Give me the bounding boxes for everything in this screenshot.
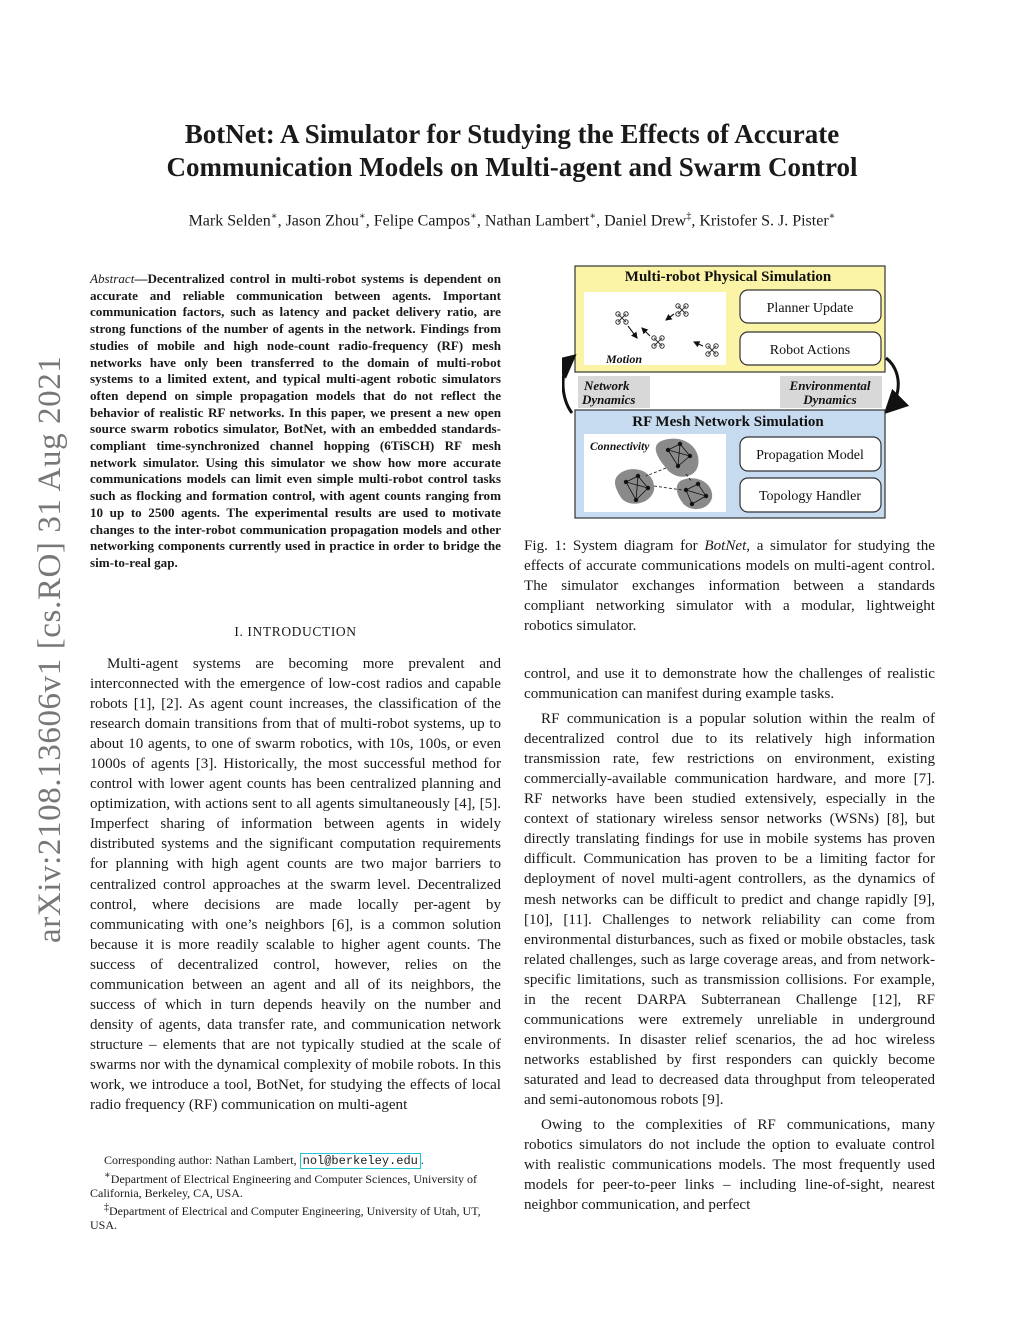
right-column-text [524, 664, 935, 1215]
robot-actions-label: Robot Actions [769, 343, 851, 358]
figure-caption [524, 536, 935, 636]
abstract-dash: — [134, 271, 148, 286]
environmental-dynamics-label-1: Environmental [789, 378, 871, 393]
author: Nathan Lambert [484, 212, 590, 230]
title-line-2: Communication Models on Multi-agent and Swarm Control [166, 152, 858, 182]
topology-handler-label: Topology Handler [758, 489, 862, 504]
author: Jason Zhou [285, 212, 359, 230]
author: Mark Selden [188, 212, 271, 230]
author: Daniel Drew [604, 212, 687, 230]
environmental-dynamics-label-2: Dynamics [803, 392, 857, 407]
affiliation-note-2 [90, 1201, 501, 1233]
affiliation-mark: ∗ [358, 211, 366, 222]
caption-prefix: Fig. 1: System diagram for [524, 538, 705, 554]
network-dynamics-arrow [563, 358, 572, 413]
section-heading: I. INTRODUCTION [234, 624, 357, 639]
footnotes [90, 1153, 501, 1233]
abstract [90, 271, 501, 572]
network-dynamics-label-1: Network [584, 378, 630, 393]
affiliation-mark: ∗ [828, 211, 836, 222]
affiliation-text: Department of Electrical Engineering and Computer Sciences, University of California, Berkeley, CA, USA. [90, 1171, 478, 1200]
connectivity-label: Connectivity [590, 441, 650, 453]
physical-sim-title: Multi-robot Physical Simulation [624, 269, 832, 285]
caption-text: , a simulator for studying the effects of accurate communications models on multi-agent control. The simulator exchanges information between a standards compliant networking simulator with a modular, lightweight robotics simulator. [524, 538, 935, 634]
affiliation-mark: ∗ [104, 1169, 111, 1181]
affiliation-text: Department of Electrical and Computer Engineering, University of Utah, UT, USA. [90, 1203, 481, 1232]
caption-name: BotNet [704, 538, 747, 554]
motion-label: Motion [606, 352, 643, 366]
arxiv-identifier: arXiv:2108.13606v1 [cs.RO] 31 Aug 2021 [32, 355, 68, 943]
affiliation-mark: ∗ [589, 211, 597, 222]
paragraph: Multi-agent systems are becoming more prevalent and interconnected with the emergence of low-cost radios and capable robots [1], [2]. As agent count increases, the classification of the research domain transitions from that of multi-robot systems, up to about 10 agents, to one of swarm robotics, with 10s, 100s, or even 1000s of agents [3]. Historically, the most successful method for control with lower agent counts has been centralized planning and optimization, with actions sent to all agents simultaneously [4], [5]. Imperfect sharing of information between agents in widely distributed systems and the significant computation requirements for planning with high agent counts are two major barriers to centralized control approaches at the swarm level. Decentralized control, where decisions are made locally per-agent by communicating with one’s neighbors [6], is a common solution because it is more readily scalable to higher agent counts. The success of decentralized control, however, relies on the communication between an agent and all of its neighbors, the success of which in turn depends heavily on the number and density of agents, data transfer rate, and communication network structure – elements that are not typically studied at the scale of swarms nor with the dynamical complexity of mobile robots. In this work, we introduce a tool, BotNet, for studying the effects of local radio frequency (RF) communication on multi-agent [90, 656, 501, 1114]
paragraph: control, and use it to demonstrate how the challenges of realistic communication can manifest during example tasks. [524, 666, 935, 703]
corresponding-suffix: . [420, 1153, 424, 1167]
author: Kristofer S. J. Pister [699, 212, 829, 230]
planner-update-label: Planner Update [766, 301, 854, 316]
affiliation-note-1 [90, 1169, 501, 1201]
introduction-text [90, 654, 501, 1115]
affiliation-mark: ‡ [686, 211, 692, 222]
abstract-text: Decentralized control in multi-robot systems is dependent on accurate and reliable communication between agents. Important communication factors, such as latency and packet delivery ratio, are strong functions of the number of agents in the network. Findings from studies of mobile and high node-count radio-frequency (RF) mesh networks have only been transferred to the domain of multi-robot systems to a limited extent, and typical multi-agent robotic simulators often depend on simple propagation models that do not reflect the behavior of realistic RF networks. In this paper, we present a new open source swarm robotics simulator, BotNet, with an embedded standards-compliant time-synchronized channel hopping (6TiSCH) RF mesh network simulator. Using this simulator we show how more accurate communications models can limit even simple multi-robot control tasks such as flocking and formation control, with agent counts ranging from 10 up to 2500 agents. The experimental results are used to motivate changes to the inter-robot communication propagation models and other networking components currently used in practice in order to bridge the sim-to-real gap. [90, 271, 501, 570]
environmental-dynamics-arrow [886, 358, 898, 410]
author-list: Mark Selden∗, Jason Zhou∗, Felipe Campos∗, Nathan Lambert∗, Daniel Drew‡, Kristofer S. J. Pister∗ [188, 211, 836, 230]
author: Felipe Campos [373, 212, 471, 230]
rf-mesh-sim-title: RF Mesh Network Simulation [632, 414, 824, 430]
network-dynamics-label-2: Dynamics [582, 392, 636, 407]
paragraph: Owing to the complexities of RF communications, many robotics simulators do not include the option to evaluate control with realistic communications models. The most frequently used models for peer-to-peer links – including line-of-sight, nearest neighbor communication, and perfect [524, 1117, 935, 1214]
affiliation-mark: ∗ [470, 211, 477, 222]
abstract-label: Abstract [90, 271, 135, 286]
affiliation-mark: ‡ [104, 1201, 109, 1213]
affiliation-mark: ∗ [270, 211, 278, 222]
email-link[interactable]: nol@berkeley.edu [300, 1153, 421, 1169]
corresponding-prefix: Corresponding author: Nathan Lambert, [104, 1153, 297, 1167]
propagation-model-label: Propagation Model [756, 448, 864, 463]
corresponding-author-note [90, 1153, 501, 1169]
paragraph: RF communication is a popular solution within the realm of decentralized control due to its relatively high information transmission rate, few restrictions on environment, existing commercially-available communication hardware, and more [7]. RF networks have been studied extensively, especially in the context of stationary wireless sensor networks (WSNs) [8], but directly translating findings for use in mobile systems has proven difficult. Communication has proven to be a limiting factor for deployment of novel multi-agent controllers, as the dynamics of mesh networks can be difficult to predict and change rapidly [9], [10], [11]. Challenges to network reliability can come from environmental disturbances, such as fixed or mobile obstacles, task related challenges, such as large coverage areas, and from network-specific limitations, such as transmission collisions. For example, in the recent DARPA Subterranean Challenge [12], RF communications were extremely unreliable in underground environments. In disaster relief scenarios, the ad hoc wireless networks established by first responders can quickly become saturated and lead to decreased data throughput from teleoperated and semi-autonomous robots [9]. [524, 711, 935, 1108]
title-line-1: BotNet: A Simulator for Studying the Effects of Accurate [184, 119, 840, 149]
system-diagram-figure [562, 258, 912, 526]
paper-title [110, 118, 914, 184]
